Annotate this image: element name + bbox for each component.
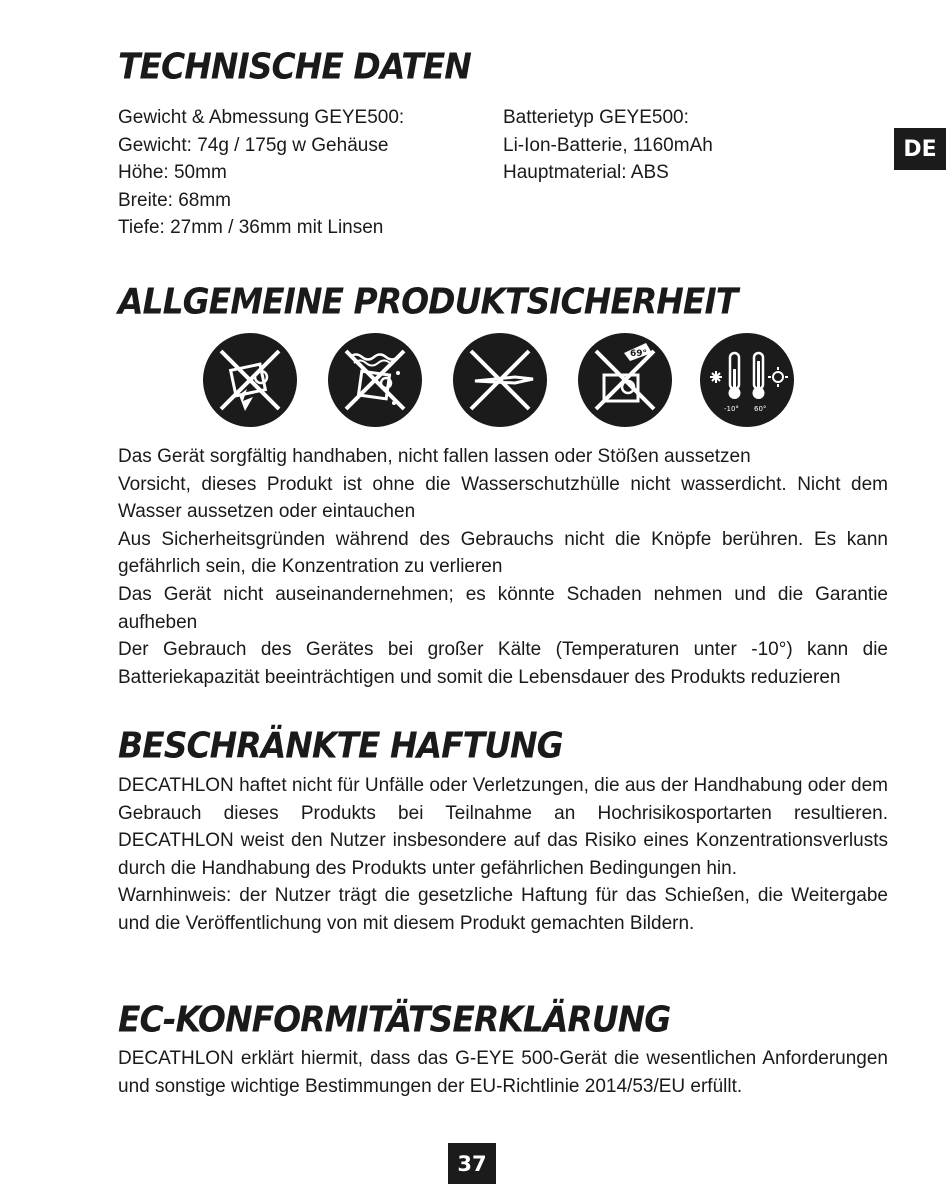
spec-line: Breite: 68mm	[118, 189, 231, 211]
specs-right-column	[503, 104, 883, 187]
safety-paragraph: Das Gerät sorgfältig handhaben, nicht fallen lassen oder Stößen aussetzen	[118, 446, 751, 467]
safety-paragraph: Aus Sicherheitsgründen während des Gebrauchs nicht die Knöpfe berühren. Es kann gefährlich sein, die Konzentration zu verlieren	[118, 528, 888, 578]
safety-paragraph: Vorsicht, dieses Produkt ist ohne die Wasserschutzhülle nicht wasserdicht. Nicht dem Wasser aussetzen oder eintauchen	[118, 473, 888, 523]
heading-limited-liability: BESCHRÄNKTE HAFTUNG	[118, 724, 563, 767]
no-drop-icon	[203, 333, 297, 427]
ec-paragraph: DECATHLON erklärt hiermit, dass das G-EYE 500-Gerät die wesentlichen Anforderungen und sonstige wichtige Bestimmungen der EU-Richtlinie 2014/53/EU erfüllt.	[118, 1048, 888, 1097]
spec-line: Batterietyp GEYE500:	[503, 107, 689, 128]
specs-left-column	[118, 104, 498, 242]
temp-high-label: 60°	[754, 405, 767, 413]
spec-line: Gewicht: 74g / 175g w Gehäuse	[118, 134, 389, 156]
no-disassemble-icon	[453, 333, 547, 427]
liability-paragraph: Warnhinweis: der Nutzer trägt die gesetzliche Haftung für das Schießen, die Weitergabe und die Veröffentlichung von mit diesem Produkt gemachten Bildern.	[118, 885, 888, 934]
heading-technical-data: TECHNISCHE DATEN	[118, 45, 471, 88]
spec-line: Tiefe: 27mm / 36mm mit Linsen	[118, 217, 384, 238]
ec-text	[118, 1045, 888, 1100]
spec-line: Li-Ion-Batterie, 1160mAh	[503, 134, 713, 156]
liability-paragraph: DECATHLON haftet nicht für Unfälle oder Verletzungen, die aus der Handhabung oder dem Gebrauch dieses Produkts bei Teilnahme an Hochrisikosportarten resultieren. DECATHLON weist den Nutzer insbesondere auf das Risiko eines Konzentrationsverlusts durch die Handhabung des Produkts unter gefährlichen Bedingungen hin.	[118, 775, 888, 879]
safety-text	[118, 443, 888, 691]
language-badge: DE	[894, 128, 946, 170]
temp-low-label: -10°	[724, 405, 739, 413]
heat-label: 69°	[630, 349, 648, 359]
temperature-range-icon	[700, 333, 794, 427]
no-water-icon	[328, 333, 422, 427]
safety-paragraph: Der Gebrauch des Gerätes bei großer Kälte (Temperaturen unter -10°) kann die Batteriekapazität beeinträchtigen und somit die Lebensdauer des Produkts reduzieren	[118, 639, 888, 688]
spec-line: Hauptmaterial: ABS	[503, 162, 669, 183]
spec-line: Gewicht & Abmessung GEYE500:	[118, 107, 405, 128]
heading-ec-conformity: EC-KONFORMITÄTSERKLÄRUNG	[118, 998, 671, 1041]
spec-line: Höhe: 50mm	[118, 162, 227, 183]
page-number: 37	[448, 1143, 496, 1184]
liability-text	[118, 772, 888, 938]
safety-paragraph: Das Gerät nicht auseinandernehmen; es könnte Schaden nehmen und die Garantie aufheben	[118, 583, 888, 633]
heading-product-safety: ALLGEMEINE PRODUKTSICHERHEIT	[118, 280, 738, 323]
no-heat-icon	[578, 333, 672, 427]
